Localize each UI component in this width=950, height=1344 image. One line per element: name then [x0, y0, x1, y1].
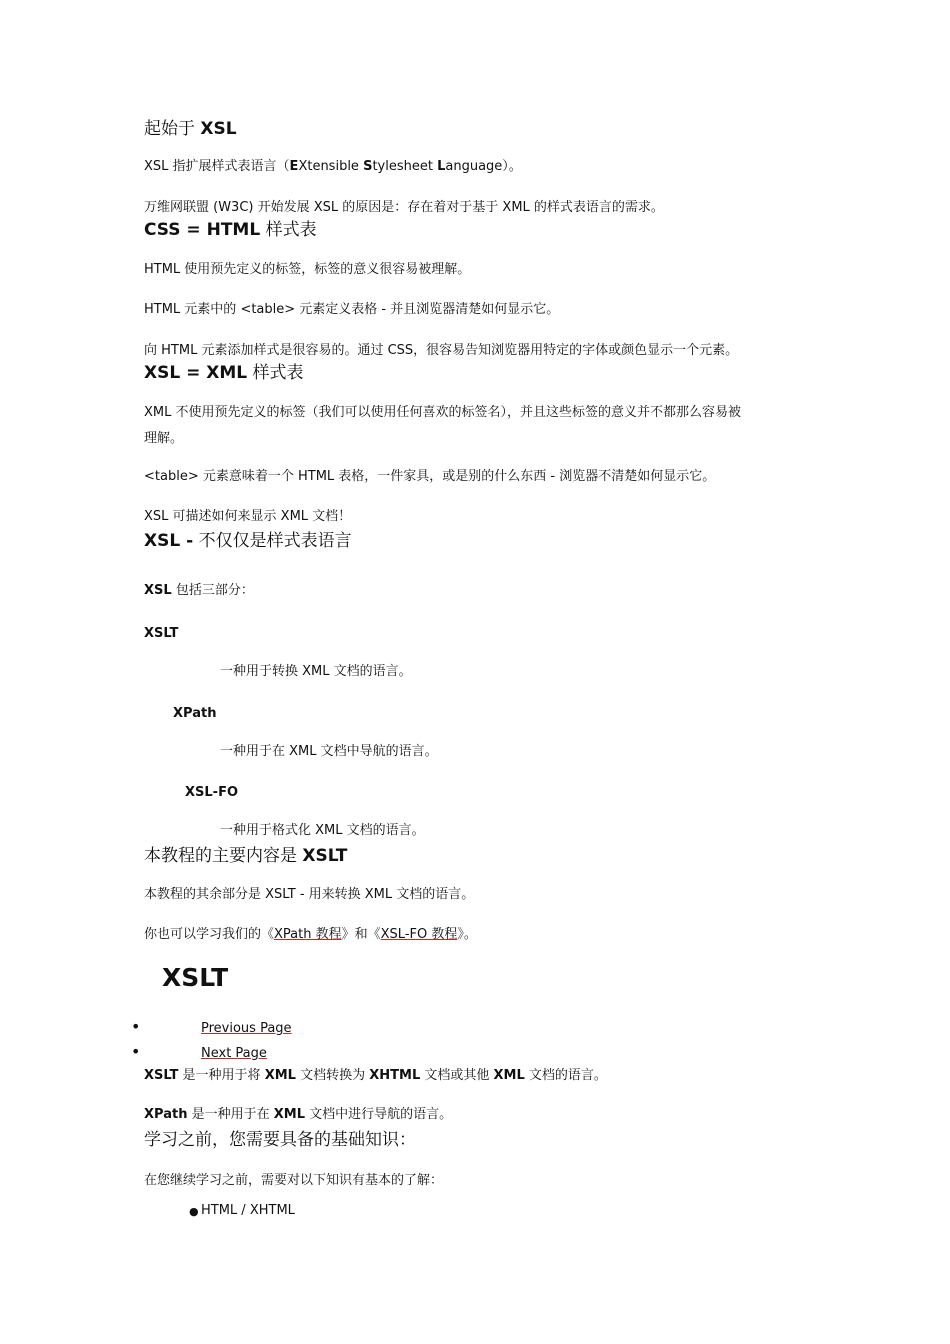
bullet-icon: •	[131, 1042, 141, 1061]
bold: XPath	[144, 1107, 188, 1122]
letter-l: L	[437, 159, 446, 174]
heading-bold: XSL = XML	[144, 363, 248, 383]
prerequisites-intro: 在您继续学习之前，需要对以下知识有基本的了解：	[144, 1173, 444, 1188]
text: 是一种用于将	[182, 1068, 261, 1083]
xslfo-tutorial-link[interactable]: XSL-FO 教程	[380, 927, 458, 942]
intro-bold: XSL	[144, 583, 172, 598]
xpath-definition	[144, 1106, 452, 1124]
text: Xtensible	[298, 159, 364, 174]
tutorial-paragraph-1: 本教程的其余部分是 XSLT - 用来转换 XML 文档的语言。	[144, 887, 475, 902]
text: 》和《	[341, 927, 381, 942]
text: anguage	[445, 159, 503, 174]
heading-text: 不仅仅是样式表语言	[198, 531, 352, 551]
text: 文档转换为	[300, 1068, 366, 1083]
heading-css-html	[144, 219, 317, 241]
term-xslt-desc: 一种用于转换 XML 文档的语言。	[220, 664, 412, 679]
html-paragraph-3: 向 HTML 元素添加样式是很容易的。通过 CSS，很容易告知浏览器用特定的字体或颜色显示一个元素。	[144, 343, 739, 358]
heading-bold: XSLT	[302, 846, 348, 866]
term-xpath-desc: 一种用于在 XML 文档中导航的语言。	[220, 744, 438, 759]
text: 是一种用于在	[191, 1107, 270, 1122]
heading-bold: XSL	[200, 119, 237, 139]
bold: XML	[273, 1107, 305, 1122]
intro-text: 包括三部分：	[175, 583, 254, 598]
heading-bold: CSS = HTML	[144, 220, 261, 240]
tutorial-paragraph-2	[144, 926, 477, 944]
text: tylesheet	[372, 159, 438, 174]
bullet-icon: ●	[189, 1205, 199, 1218]
previous-page-link[interactable]: Previous Page	[201, 1021, 292, 1036]
term-xpath: XPath	[173, 706, 217, 721]
term-xslfo: XSL-FO	[185, 785, 238, 800]
heading-bold: XSL -	[144, 531, 194, 551]
heading-text: 样式表	[265, 220, 317, 240]
next-page-link[interactable]: Next Page	[201, 1046, 267, 1061]
term-xslfo-desc: 一种用于格式化 XML 文档的语言。	[220, 823, 425, 838]
xslt-definition	[144, 1067, 607, 1085]
html-paragraph-2: HTML 元素中的 <table> 元素定义表格 - 并且浏览器清楚如何显示它。	[144, 302, 560, 317]
xml-paragraph-1b: 理解。	[144, 431, 184, 446]
heading-text: 样式表	[252, 363, 304, 383]
text: ）。	[502, 159, 522, 174]
text: 文档的语言。	[528, 1068, 607, 1083]
text: XSL 指扩展样式表语言（	[144, 159, 290, 174]
text: 文档中进行导航的语言。	[309, 1107, 453, 1122]
prerequisite-item: HTML / XHTML	[201, 1203, 295, 1218]
heading-main-content	[144, 845, 347, 867]
xml-paragraph-2: <table> 元素意味着一个 HTML 表格，一件家具，或是别的什么东西 - 浏览器不清楚如何显示它。	[144, 469, 716, 484]
xsl-definition	[144, 158, 522, 176]
xml-paragraph-1a: XML 不使用预先定义的标签（我们可以使用任何喜欢的标签名），并且这些标签的意义并不都那么容易被	[144, 405, 741, 420]
heading-xsl-xml	[144, 362, 304, 384]
page-title-xslt: XSLT	[162, 963, 229, 992]
html-paragraph-1: HTML 使用预先定义的标签，标签的意义很容易被理解。	[144, 262, 471, 277]
term-xslt: XSLT	[144, 626, 179, 641]
letter-e: E	[289, 159, 299, 174]
text: 》。	[457, 927, 477, 942]
xsl-parts-intro	[144, 582, 254, 600]
heading-prerequisites: 学习之前，您需要具备的基础知识：	[144, 1130, 416, 1150]
w3c-paragraph: 万维网联盟 (W3C) 开始发展 XSL 的原因是：存在着对于基于 XML 的样式表语言的需求。	[144, 200, 664, 215]
letter-s: S	[363, 159, 373, 174]
heading-xsl-more	[144, 530, 352, 552]
text: 你也可以学习我们的《	[144, 927, 275, 942]
bullet-icon: •	[131, 1017, 141, 1036]
text: 文档或其他	[424, 1068, 490, 1083]
bold: XHTML	[369, 1068, 421, 1083]
heading-text: 起始于	[144, 119, 195, 139]
bold: XSLT	[144, 1068, 179, 1083]
bold: XML	[493, 1068, 525, 1083]
heading-text: 本教程的主要内容是	[144, 846, 297, 866]
heading-start-xsl	[144, 118, 237, 140]
xml-paragraph-3: XSL 可描述如何来显示 XML 文档！	[144, 509, 352, 524]
xpath-tutorial-link[interactable]: XPath 教程	[274, 927, 342, 942]
bold: XML	[264, 1068, 296, 1083]
